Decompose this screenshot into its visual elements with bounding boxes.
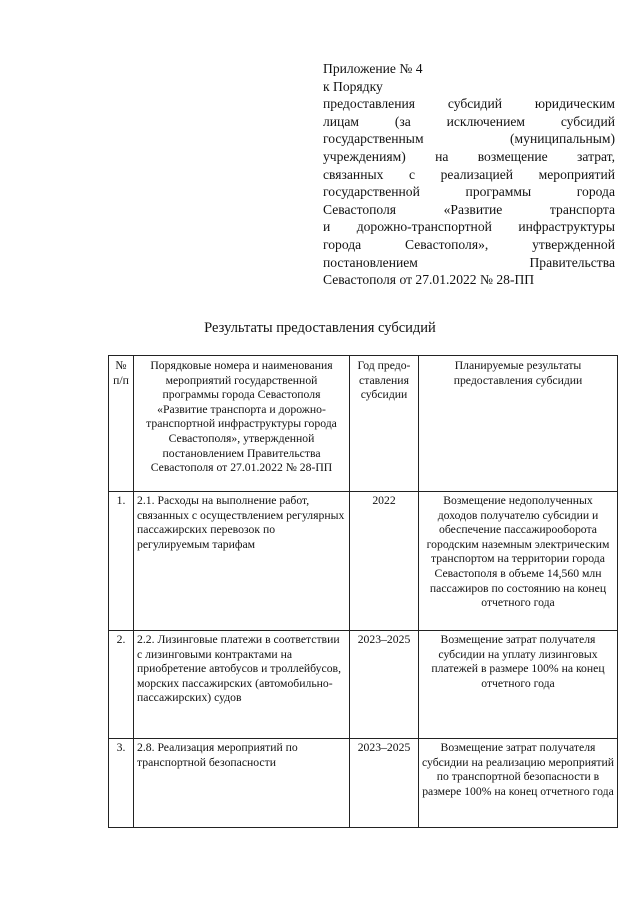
header-num: № п/п [109, 356, 134, 492]
table-row [109, 739, 618, 828]
header-year: Год предо-ставления субсидии [350, 356, 419, 492]
appendix-line: Севастополя от 27.01.2022 № 28-ПП [323, 272, 535, 288]
row-num: 2. [109, 631, 134, 739]
appendix-line: связанных с реализацией мероприятий [323, 166, 615, 182]
appendix-line: государственной программы города [323, 184, 615, 200]
row-num: 3. [109, 739, 134, 828]
appendix-line: государственным (муниципальным) [323, 131, 615, 147]
appendix-line: к Порядку [323, 78, 383, 94]
row-year: 2022 [350, 492, 419, 631]
appendix-line: и дорожно-транспортной инфраструктуры [323, 219, 615, 235]
row-result: Возмещение недополученных доходов получателю субсидии и обеспечение пассажирооборота городским наземным электрическим транспортом на территории города Севастополя в объеме 14,560 млн пассажиров по состоянию на конец отчетного года [419, 492, 618, 631]
appendix-header [323, 60, 615, 289]
row-name: 2.2. Лизинговые платежи в соответствии с лизинговыми контрактами на приобретение автобусов и троллейбусов, морских пассажирских (автомобильно-пассажирских) судов [134, 631, 350, 739]
row-year: 2023–2025 [350, 631, 419, 739]
row-name: 2.8. Реализация мероприятий по транспортной безопасности [134, 739, 350, 828]
row-result: Возмещение затрат получателя субсидии на уплату лизинговых платежей в размере 100% на конец отчетного года [419, 631, 618, 739]
row-name: 2.1. Расходы на выполнение работ, связанных с осуществлением регулярных пассажирских перевозок по регулируемым тарифам [134, 492, 350, 631]
appendix-line: учреждениям) на возмещение затрат, [323, 148, 615, 164]
header-name: Порядковые номера и наименования мероприятий государственной программы города Севастополя «Развитие транспорта и дорожно-транспортной инфраструктуры города Севастополя», утвержденной постановлением Правительства Севастополя от 27.01.2022 № 28-ПП [134, 356, 350, 492]
table-row [109, 492, 618, 631]
results-table [108, 355, 618, 828]
page-title: Результаты предоставления субсидий [204, 320, 436, 336]
row-year: 2023–2025 [350, 739, 419, 828]
header-result: Планируемые результаты предоставления субсидии [419, 356, 618, 492]
appendix-number: Приложение № 4 [323, 61, 423, 76]
appendix-line: предоставления субсидий юридическим [323, 96, 615, 112]
appendix-line: лицам (за исключением субсидий [323, 113, 615, 129]
row-num: 1. [109, 492, 134, 631]
table-row [109, 631, 618, 739]
appendix-line: постановлением Правительства [323, 254, 615, 270]
appendix-line: города Севастополя», утвержденной [323, 236, 615, 252]
row-result: Возмещение затрат получателя субсидии на реализацию мероприятий по транспортной безопасности в размере 100% на конец отчетного года [419, 739, 618, 828]
table-header-row [109, 356, 618, 492]
appendix-line: Севастополя «Развитие транспорта [323, 201, 615, 217]
